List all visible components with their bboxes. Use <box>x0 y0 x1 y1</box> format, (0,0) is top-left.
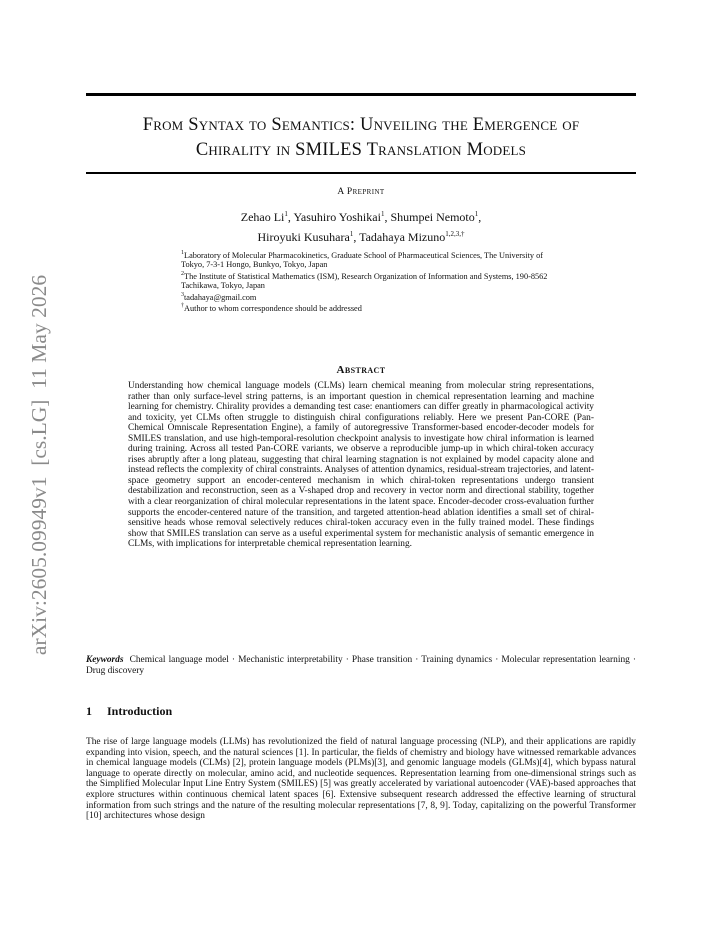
affiliation-mark: 2 <box>181 270 184 277</box>
keywords-label: Keywords <box>86 655 124 665</box>
author-name: Hiroyuki Kusuhara <box>257 230 350 244</box>
arxiv-identifier-stamp <box>14 255 60 675</box>
keywords-text: Chemical language model · Mechanistic interpretability · Phase transition · Training dynamics · Molecular representation learning · Drug discovery <box>86 655 637 676</box>
author-affiliation-mark: 1 <box>349 230 354 238</box>
affiliation-mark: † <box>181 303 184 310</box>
affiliation-email: tadahaya@gmail.com <box>184 292 257 302</box>
title-bottom-rule <box>86 172 636 174</box>
author-affiliation-mark: 1,2,3,† <box>445 230 465 238</box>
paper-title-line-1: From Syntax to Semantics: Unveiling the Emergence of <box>142 115 580 135</box>
author-name: Shumpei Nemoto <box>390 210 475 224</box>
affiliation-mark: 3 <box>181 291 184 298</box>
preprint-label: A Preprint <box>337 187 385 197</box>
author-line-1: Zehao Li$^1$, Yasuhiro Yoshikai$^1$, Shumpei Nemoto$^1$, <box>240 210 482 224</box>
author-affiliation-mark: 1 <box>380 210 385 218</box>
abstract-text: Understanding how chemical language models (CLMs) learn chemical meaning from molecular string representations, rather than only surface-level string patterns, is an important question in chemical representation learning and machine learning for chemistry. Chirality provides a demanding test case: enantiomers can differ greatly in pharmacological activity and toxicity, yet CLMs often struggle to distinguish chiral configurations reliably. Here we present Pan-CORE (Pan-Chemical Omniscale Representation Engine), a family of autoregressive Transformer-based encoder-decoder models for SMILES translation, and use high-temporal-resolution checkpoint analysis to investigate how chiral information is learned during training. Across all tested Pan-CORE variants, we observe a reproducible jump-up in which chiral-token accuracy rises abruptly after a long plateau, suggesting that chiral learning stagnation is not explained by model capacity alone and instead reflects the complexity of chiral constraints. Analyses of attention dynamics, residual-stream trajectories, and latent-space geometry support an encoder-centered mechanism in which chiral-token representations undergo transient destabilization and reconstruction, seen as a V-shaped drop and recovery in vector norm and directional stability, together with a clear reorganization of chiral molecular representations in the latent space. Encoder-decoder cross-evaluation further supports the encoder-centered nature of the transition, and targeted attention-head ablation identifies a small set of chiral-sensitive heads whose removal selectively reduces chiral-token accuracy even in the fully trained model. These findings show that SMILES translation can serve as a useful experimental system for mechanistic analysis of semantic emergence in CLMs, with implications for interpretable chemical representation learning. <box>128 381 594 550</box>
affiliation-item <box>181 302 551 313</box>
author-name: Tadahaya Mizuno <box>359 230 446 244</box>
section-heading-introduction <box>86 704 636 719</box>
author-line-2: Hiroyuki Kusuhara$^1$, Tadahaya Mizuno$^{1,2,3,\dagger}$ <box>257 230 465 244</box>
affiliation-text: Laboratory of Molecular Pharmacokinetics, Graduate School of Pharmaceutical Sciences, The University of Tokyo, 7-3-1 Hongo, Bunkyo, Tokyo, Japan <box>181 250 544 270</box>
title-top-rule <box>86 93 636 96</box>
paper-title <box>86 113 636 163</box>
affiliation-item <box>181 291 551 302</box>
affiliation-text: Author to whom correspondence should be addressed <box>184 304 362 314</box>
arxiv-identifier-text: arXiv:2605.09949v1 [cs.LG] 11 May 2026 <box>27 274 51 656</box>
affiliation-text: The Institute of Statistical Mathematics (ISM), Research Organization of Information and Systems, 190-8562 Tachikawa, Tokyo, Japan <box>181 271 548 291</box>
affiliations <box>181 249 551 314</box>
abstract-heading: Abstract <box>336 364 386 376</box>
affiliation-item <box>181 270 551 291</box>
author-name: Yasuhiro Yoshikai <box>293 210 381 224</box>
section-number: 1 <box>86 704 92 718</box>
section-title: Introduction <box>107 704 173 718</box>
paper-title-line-2: Chirality in SMILES Translation Models <box>195 140 527 160</box>
keywords <box>86 655 636 677</box>
introduction-text: The rise of large language models (LLMs) has revolutionized the field of natural language processing (NLP), and their applications are rapidly expanding into vision, speech, and the natural sciences [1]. In particular, the fields of chemistry and biology have witnessed remarkable advances in chemical language models (CLMs) [2], protein language models (PLMs)[3], and genomic language models (GLMs)[4], which bypass natural language to operate directly on molecular, amino acid, and nucleotide sequences. Representation learning from one-dimensional strings such as the Simplified Molecular Input Line Entry System (SMILES) [5] was greatly accelerated by variational autoencoder (VAE)-based approaches that explore structures within continuous chemical latent spaces [6]. Extensive subsequent research addressed the effective learning of structural information from such strings and the nature of the resulting molecular representations [7, 8, 9]. Today, capitalizing on the powerful Transformer [10] architectures whose design <box>86 737 636 822</box>
author-affiliation-mark: 1 <box>474 210 479 218</box>
author-affiliation-mark: 1 <box>284 210 288 218</box>
author-list <box>86 206 636 246</box>
affiliation-item <box>181 249 551 270</box>
affiliation-mark: 1 <box>181 250 184 256</box>
author-name: Zehao Li <box>240 210 285 224</box>
